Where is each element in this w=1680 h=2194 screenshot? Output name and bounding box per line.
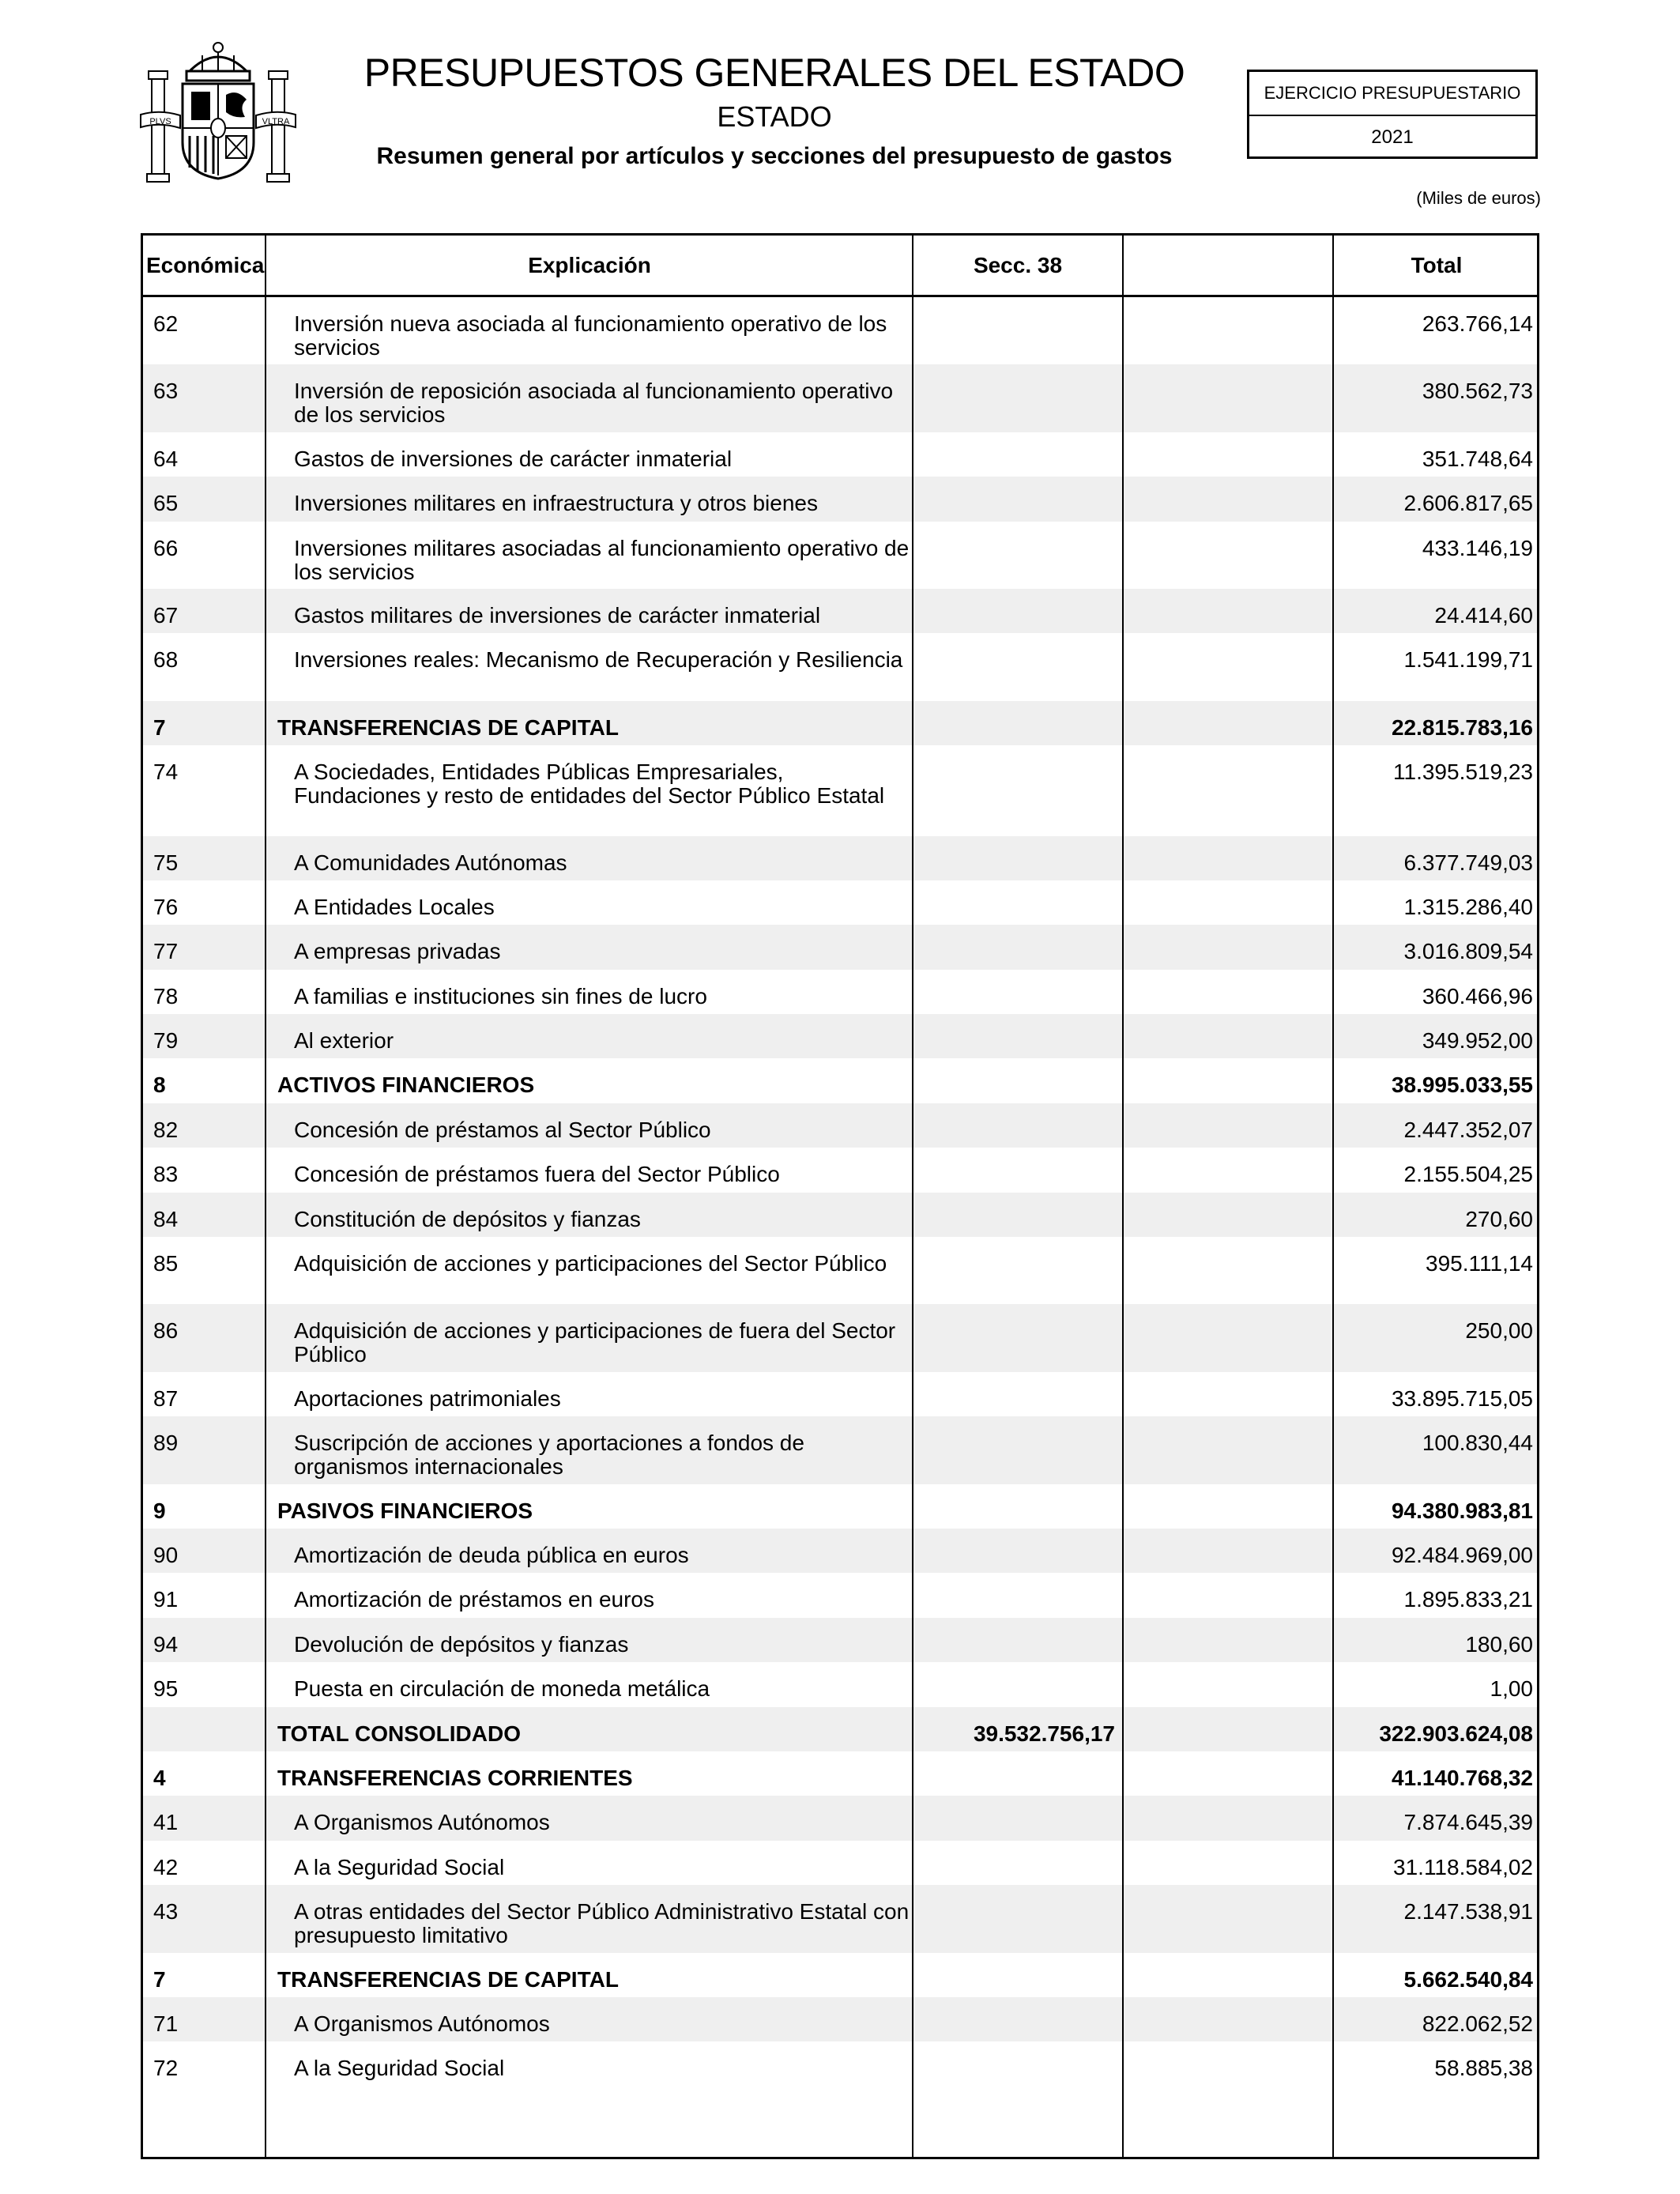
cell-description: A Organismos Autónomos xyxy=(294,2011,550,2036)
table-row xyxy=(143,1885,1537,1952)
cell-description: Gastos militares de inversiones de carácter inmaterial xyxy=(294,602,821,628)
table-row xyxy=(143,1416,1537,1483)
cell-total: 41.140.768,32 xyxy=(1391,1765,1533,1790)
cell-total: 100.830,44 xyxy=(1422,1431,1533,1456)
table-row xyxy=(143,745,1537,835)
cell-description: Inversiones militares asociadas al funcionamiento operativo de los servicios xyxy=(294,535,910,584)
motto-left: PLVS xyxy=(149,117,171,126)
table-row xyxy=(143,1193,1537,1237)
cell-description: A la Seguridad Social xyxy=(294,2056,505,2081)
cell-description: Inversión de reposición asociada al funcionamiento operativo de los servicios xyxy=(294,379,894,428)
column-divider xyxy=(265,236,266,2157)
cell-description: Gastos de inversiones de carácter inmaterial xyxy=(294,446,733,471)
column-divider xyxy=(1332,236,1334,2157)
column-header-total: Total xyxy=(1411,252,1463,277)
table-row xyxy=(143,970,1537,1014)
cell-description: Amortización de deuda pública en euros xyxy=(294,1542,689,1567)
page-summary: Resumen general por artículos y secciones del presupuesto de gastos xyxy=(376,143,1173,169)
exercise-year: 2021 xyxy=(1371,126,1414,148)
cell-description: TRANSFERENCIAS DE CAPITAL xyxy=(277,714,619,740)
cell-total: 1,00 xyxy=(1490,1676,1533,1702)
cell-description: Puesta en circulación de moneda metálica xyxy=(294,1676,710,1702)
cell-description: Constitución de depósitos y fianzas xyxy=(294,1206,641,1231)
cell-total: 11.395.519,23 xyxy=(1393,760,1533,785)
cell-code: 41 xyxy=(153,1810,179,1835)
cell-total: 1.541.199,71 xyxy=(1403,647,1533,673)
cell-description: A empresas privadas xyxy=(294,939,501,964)
cell-total: 22.815.783,16 xyxy=(1391,714,1533,740)
cell-code: 85 xyxy=(153,1251,179,1276)
cell-total: 1.895.833,21 xyxy=(1403,1587,1533,1612)
cell-description: PASIVOS FINANCIEROS xyxy=(277,1498,533,1523)
cell-code: 68 xyxy=(153,647,179,673)
cell-description: Concesión de préstamos al Sector Público xyxy=(294,1117,711,1142)
cell-description: TOTAL CONSOLIDADO xyxy=(277,1721,521,1746)
table-row xyxy=(143,1304,1537,1371)
table-body xyxy=(143,297,1537,2087)
table-row xyxy=(143,2041,1537,2086)
table-row xyxy=(143,589,1537,633)
table-row xyxy=(143,1148,1537,1192)
cell-description: Inversiones reales: Mecanismo de Recuperación y Resiliencia xyxy=(294,647,903,673)
cell-description: Al exterior xyxy=(294,1028,394,1054)
cell-code: 67 xyxy=(153,602,179,628)
cell-code: 62 xyxy=(153,311,179,336)
cell-total: 33.895.715,05 xyxy=(1391,1385,1533,1411)
cell-total: 2.147.538,91 xyxy=(1403,1899,1533,1924)
cell-code: 66 xyxy=(153,535,179,560)
cell-description: A la Seguridad Social xyxy=(294,1854,505,1879)
cell-description: ACTIVOS FINANCIEROS xyxy=(277,1072,535,1098)
column-header-secc38: Secc. 38 xyxy=(973,252,1063,277)
column-header-economica: Económica xyxy=(146,252,265,277)
table-row xyxy=(143,432,1537,477)
table-row xyxy=(143,297,1537,364)
table-row xyxy=(143,1529,1537,1573)
cell-total: 380.562,73 xyxy=(1422,379,1533,404)
cell-code: 7 xyxy=(153,714,166,740)
cell-description: Concesión de préstamos fuera del Sector Público xyxy=(294,1162,780,1187)
table-row-chapter xyxy=(143,1751,1537,1796)
table-row xyxy=(143,1618,1537,1662)
cell-code: 89 xyxy=(153,1431,179,1456)
cell-description: Devolución de depósitos y fianzas xyxy=(294,1631,629,1657)
exercise-box xyxy=(1247,70,1538,159)
table-row xyxy=(143,1997,1537,2041)
cell-total: 24.414,60 xyxy=(1434,602,1533,628)
cell-description: A Organismos Autónomos xyxy=(294,1810,550,1835)
cell-code: 9 xyxy=(153,1498,166,1523)
cell-total: 58.885,38 xyxy=(1434,2056,1533,2081)
cell-description: Adquisición de acciones y participaciones de fuera del Sector Público xyxy=(294,1318,896,1367)
cell-description: Adquisición de acciones y participaciones del Sector Público xyxy=(294,1251,887,1276)
cell-code: 95 xyxy=(153,1676,179,1702)
cell-total: 270,60 xyxy=(1465,1206,1533,1231)
budget-table xyxy=(141,233,1539,2159)
cell-description: Inversión nueva asociada al funcionamiento operativo de los servicios xyxy=(294,311,887,360)
cell-code: 75 xyxy=(153,850,179,875)
table-row xyxy=(143,522,1537,589)
table-row-chapter xyxy=(143,1484,1537,1529)
cell-total: 1.315.286,40 xyxy=(1403,894,1533,919)
cell-code: 76 xyxy=(153,894,179,919)
cell-code: 43 xyxy=(153,1899,179,1924)
table-row xyxy=(143,1841,1537,1885)
cell-description: A Comunidades Autónomas xyxy=(294,850,567,875)
table-row xyxy=(143,1796,1537,1840)
cell-total: 5.662.540,84 xyxy=(1403,1966,1533,1992)
cell-description: Aportaciones patrimoniales xyxy=(294,1385,561,1411)
table-row-chapter xyxy=(143,701,1537,745)
cell-total: 263.766,14 xyxy=(1422,311,1533,336)
column-divider xyxy=(1122,236,1124,2157)
cell-code: 64 xyxy=(153,446,179,471)
cell-total: 3.016.809,54 xyxy=(1403,939,1533,964)
table-row-chapter xyxy=(143,1058,1537,1103)
cell-code: 82 xyxy=(153,1117,179,1142)
cell-code: 79 xyxy=(153,1028,179,1054)
cell-code: 42 xyxy=(153,1854,179,1879)
page-title: PRESUPUESTOS GENERALES DEL ESTADO xyxy=(363,51,1185,95)
cell-description: A Sociedades, Entidades Públicas Empresariales, Fundaciones y resto de entidades del Sector Público Estatal xyxy=(294,760,885,809)
motto-right: VLTRA xyxy=(262,117,290,126)
cell-total: 2.155.504,25 xyxy=(1403,1162,1533,1187)
cell-total: 7.874.645,39 xyxy=(1403,1810,1533,1835)
cell-total: 360.466,96 xyxy=(1422,983,1533,1008)
table-row-chapter xyxy=(143,1953,1537,1997)
cell-total: 180,60 xyxy=(1465,1631,1533,1657)
cell-code: 86 xyxy=(153,1318,179,1344)
cell-code: 90 xyxy=(153,1542,179,1567)
cell-code: 87 xyxy=(153,1385,179,1411)
coat-of-arms-logo xyxy=(139,40,297,190)
page-subtitle: ESTADO xyxy=(717,100,832,133)
table-row xyxy=(143,925,1537,969)
table-row xyxy=(143,1662,1537,1706)
table-row xyxy=(143,880,1537,925)
cell-total: 31.118.584,02 xyxy=(1393,1854,1533,1879)
cell-total: 322.903.624,08 xyxy=(1379,1721,1533,1746)
table-row xyxy=(143,836,1537,880)
cell-code: 65 xyxy=(153,491,179,516)
cell-secc38: 39.532.756,17 xyxy=(973,1721,1115,1746)
table-row xyxy=(143,1103,1537,1148)
cell-total: 351.748,64 xyxy=(1422,446,1533,471)
cell-total: 822.062,52 xyxy=(1422,2011,1533,2036)
cell-total: 433.146,19 xyxy=(1422,535,1533,560)
cell-code: 63 xyxy=(153,379,179,404)
units-note: (Miles de euros) xyxy=(1416,188,1541,208)
cell-total: 250,00 xyxy=(1465,1318,1533,1344)
cell-code: 71 xyxy=(153,2011,179,2036)
table-row xyxy=(143,1014,1537,1058)
table-row xyxy=(143,364,1537,432)
cell-code: 84 xyxy=(153,1206,179,1231)
cell-code: 4 xyxy=(153,1765,166,1790)
cell-code: 91 xyxy=(153,1587,179,1612)
cell-description: Suscripción de acciones y aportaciones a fondos de organismos internacionales xyxy=(294,1431,804,1480)
exercise-label: EJERCICIO PRESUPUESTARIO xyxy=(1249,72,1535,116)
cell-total: 94.380.983,81 xyxy=(1391,1498,1533,1523)
cell-code: 94 xyxy=(153,1631,179,1657)
column-divider xyxy=(912,236,913,2157)
cell-total: 92.484.969,00 xyxy=(1391,1542,1533,1567)
cell-description: Amortización de préstamos en euros xyxy=(294,1587,654,1612)
table-header xyxy=(143,236,1537,297)
table-row xyxy=(143,1237,1537,1304)
cell-description: Inversiones militares en infraestructura y otros bienes xyxy=(294,491,818,516)
column-header-explicacion: Explicación xyxy=(528,252,651,277)
table-row xyxy=(143,1573,1537,1617)
cell-code: 78 xyxy=(153,983,179,1008)
cell-code: 7 xyxy=(153,1966,166,1992)
cell-code: 72 xyxy=(153,2056,179,2081)
cell-description: A otras entidades del Sector Público Administrativo Estatal con presupuesto limitativo xyxy=(294,1899,910,1948)
table-row-chapter xyxy=(143,1707,1537,1751)
cell-description: A Entidades Locales xyxy=(294,894,495,919)
table-row xyxy=(143,1372,1537,1416)
table-row xyxy=(143,477,1537,521)
cell-code: 77 xyxy=(153,939,179,964)
cell-total: 395.111,14 xyxy=(1426,1251,1533,1276)
cell-code: 83 xyxy=(153,1162,179,1187)
cell-total: 2.447.352,07 xyxy=(1403,1117,1533,1142)
cell-code: 8 xyxy=(153,1072,166,1098)
cell-description: A familias e instituciones sin fines de lucro xyxy=(294,983,707,1008)
cell-total: 6.377.749,03 xyxy=(1403,850,1533,875)
cell-code: 74 xyxy=(153,760,179,785)
cell-total: 38.995.033,55 xyxy=(1391,1072,1533,1098)
cell-description: TRANSFERENCIAS CORRIENTES xyxy=(277,1765,633,1790)
cell-total: 349.952,00 xyxy=(1422,1028,1533,1054)
table-row xyxy=(143,633,1537,700)
cell-total: 2.606.817,65 xyxy=(1403,491,1533,516)
cell-description: TRANSFERENCIAS DE CAPITAL xyxy=(277,1966,619,1992)
